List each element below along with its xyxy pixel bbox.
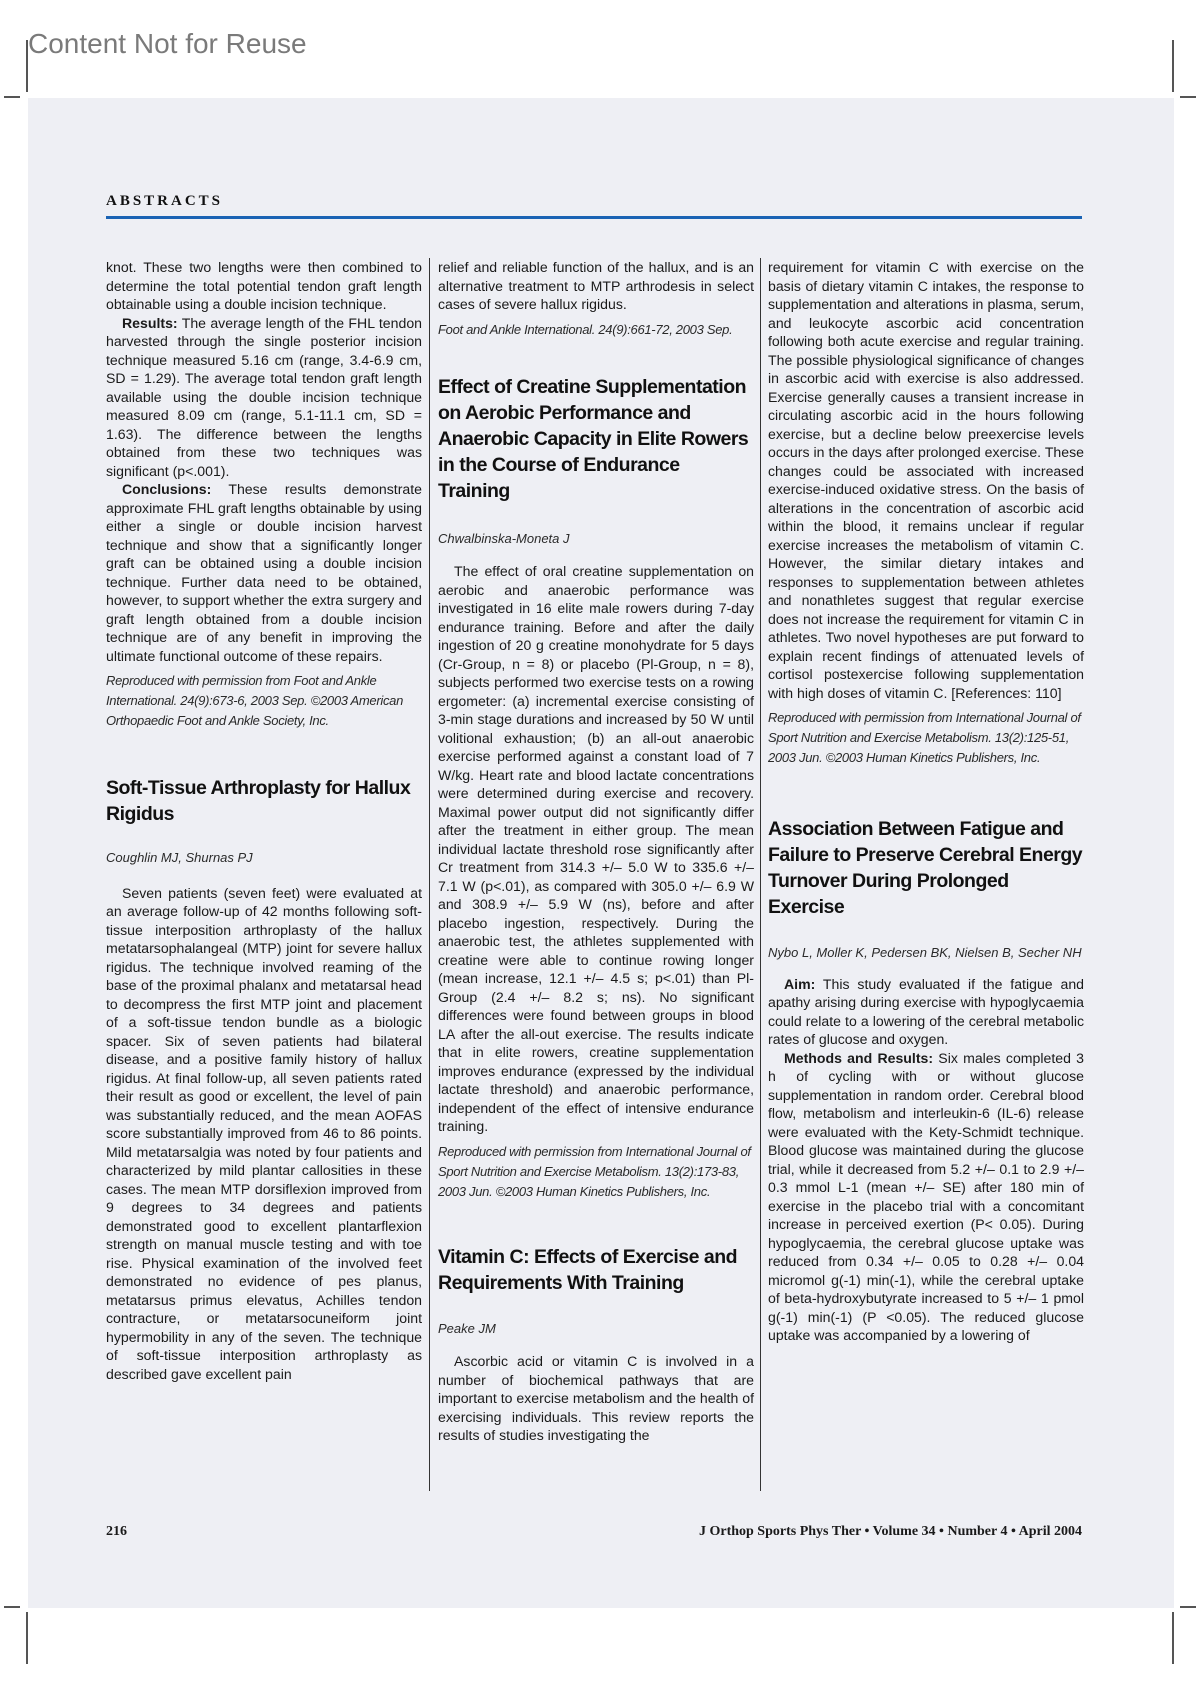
article-authors: Chwalbinska-Moneta J [438, 530, 570, 546]
page-number: 216 [106, 1524, 127, 1539]
aim-paragraph [768, 975, 1084, 1049]
aim-text: This study evaluated if the fatigue and apathy arising during exercise with hypoglycaemia could relate to a lowering of the cerebral metabolic rates of glucose and oxygen. [768, 975, 1084, 1047]
crop-mark [26, 1612, 28, 1664]
abstract-body: Ascorbic acid or vitamin C is involved in a number of biochemical pathways that are important to exercise metabolism and the health of exercising individuals. This review reports the results of studies investigating the [438, 1353, 754, 1443]
paragraph: requirement for vitamin C with exercise on the basis of dietary vitamin C intakes, the response to supplementation and alterations in plasma, serum, and leukocyte ascorbic acid concentration following both acute exercise and regular training. The possible physiological significance of changes in ascorbic acid with exercise is also addressed. Exercise generally causes a transient increase in circulating ascorbic acid in the hours following exercise, but a decline below preexercise levels occurs in the days after prolonged exercise. These changes could be associated with increased exercise-induced oxidative stress. On the basis of alterations in the concentration of ascorbic acid within the blood, it remains unclear if regular exercise increases the metabolism of vitamin C. However, the similar dietary intakes and responses to supplementation between athletes and nonathletes suggest that regular exercise does not increase the requirement for vitamin C in athletes. Two novel hypotheses are put forward to explain recent findings of attenuated levels of cortisol postexercise following supplementation with high doses of vitamin C. [References: 110] [768, 259, 1084, 701]
article-title: Soft-Tissue Arthroplasty for Hallux Rigidus [106, 777, 411, 825]
column-divider [429, 258, 430, 1491]
methods-label: Methods and Results: [784, 1049, 934, 1066]
article-authors: Peake JM [438, 1320, 496, 1336]
header-rule [106, 216, 1082, 219]
crop-mark [1172, 1612, 1174, 1664]
crop-mark [1172, 40, 1174, 92]
results-label: Results: [122, 314, 178, 331]
source-citation: Foot and Ankle International. 24(9):661-72, 2003 Sep. [438, 321, 733, 337]
methods-text: Six males completed 3 h of cycling with or without glucose supplementation in random order. Cerebral blood flow, metabolism and interleukin-6 (IL-6) release were evaluated with the Kety-Schmidt technique. Blood glucose was maintained during the glucose trial, while it decreased from 5.2 +/– 0.1 to 2.9 +/– 0.3 mmol L-1 (mean +/– SE) after 180 min of exercise in the placebo trial with a concomitant increase in perceived exertion (P< 0.05). During hypoglycaemia, the cerebral glucose uptake was reduced from 0.34 +/– 0.05 to 0.28 +/– 0.04 micromol g(-1) min(-1), while the cerebral uptake of beta-hydroxybutyrate increased to 5 +/– 1 pmol g(-1) min(-1) (P <0.05). The reduced glucose uptake was accompanied by a lowering of [768, 1049, 1085, 1343]
conclusions-text: These results demonstrate approximate FHL graft lengths obtainable by using either a single or double incision harvest technique and show that a significantly longer graft can be obtained using a double incision technique. Further data need to be obtained, however, to support whether the extra surgery and graft length obtained from a double incision technique are of any benefit in improving the ultimate functional outcome of these repairs. [106, 481, 422, 664]
column-2 [438, 258, 754, 1445]
section-title: ABSTRACTS [106, 193, 224, 209]
results-paragraph [106, 314, 422, 481]
crop-mark [1180, 96, 1196, 98]
article-authors: Nybo L, Moller K, Pedersen BK, Nielsen B, Secher NH [768, 945, 1082, 960]
article-authors: Coughlin MJ, Shurnas PJ [106, 850, 253, 865]
column-1 [106, 258, 422, 1383]
article-title: Vitamin C: Effects of Exercise and Requirements With Training [438, 1245, 738, 1294]
source-citation: Reproduced with permission from International Journal of Sport Nutrition and Exercise Metabolism. 13(2):125-51, 2003 Jun. ©2003 Human Kinetics Publishers, Inc. [768, 710, 1081, 765]
column-divider [760, 258, 761, 1491]
crop-mark [26, 40, 28, 92]
conclusions-label: Conclusions: [122, 481, 212, 497]
crop-mark [4, 1606, 20, 1608]
crop-mark [1180, 1606, 1196, 1608]
aim-label: Aim: [784, 975, 816, 992]
paragraph: knot. These two lengths were then combined to determine the total potential tendon graft length obtainable using a double incision technique. [106, 259, 422, 312]
abstract-body: The effect of oral creatine supplementation on aerobic and anaerobic performance was investigated in 16 elite male rowers during 7-day endurance training. Before and after the daily ingestion of 20 g creatine monohydrate for 5 days (Cr-Group, n = 8) or placebo (Pl-Group, n = 8), subjects performed two exercise tests on a rowing ergometer: (a) incremental exercise consisting of 3-min stage durations and increased by 50 W until volitional exhaustion; (b) an all-out anaerobic exercise performed against a constant load of 7 W/kg. Heart rate and blood lactate concentrations were determined during exercise and recovery. Maximal power output did not significantly differ after the treatment in either group. The mean individual lactate threshold rose significantly after Cr treatment from 314.3 +/– 5.0 W to 335.6 +/– 7.1 W (p<.01), as compared with 305.0 +/– 6.9 W and 308.9 +/– 5.9 W (ns), before and after placebo ingestion, respectively. During the anaerobic test, the athletes supplemented with creatine were able to continue rowing longer (mean increase, 12.1 +/– 4.5 s; p<.01) than Pl-Group (2.4 +/– 8.2 s; ns). No significant differences were found between groups in blood LA after the all-out exercise. The results indicate that in elite rowers, creatine supplementation improves endurance (expressed by the individual lactate threshold) and anaerobic performance, independent of the effect of intensive endurance training. [438, 563, 754, 1134]
results-text: The average length of the FHL tendon harvested through the single posterior incision technique measured 5.16 cm (range, 3.4-6.9 cm, SD = 1.29). The average total tendon graft length available using the double incision technique measured 8.09 cm (range, 5.1-11.1 cm, SD = 1.63). The difference between the lengths obtained from these two techniques was significant (p<.001). [106, 314, 422, 479]
source-citation: Reproduced with permission from International Journal of Sport Nutrition and Exercise Metabolism. 13(2):173-83, 2003 Jun. ©2003 Human Kinetics Publishers, Inc. [438, 1143, 751, 1199]
watermark: Content Not for Reuse [28, 28, 307, 59]
methods-paragraph [768, 1049, 1084, 1345]
article-title: Effect of Creatine Supplementation on Aerobic Performance and Anaerobic Capacity in Elite Rowers in the Course of Endurance Training [438, 375, 749, 502]
conclusions-paragraph [106, 480, 422, 665]
source-citation: Reproduced with permission from Foot and Ankle International. 24(9):673-6, 2003 Sep. ©2003 American Orthopaedic Foot and Ankle Society, Inc. [106, 673, 404, 728]
crop-mark [4, 96, 20, 98]
journal-citation: J Orthop Sports Phys Ther • Volume 34 • Number 4 • April 2004 [698, 1524, 1082, 1539]
abstract-body: Seven patients (seven feet) were evaluated at an average follow-up of 42 months following soft-tissue interposition arthroplasty of the hallux metatarsophalangeal (MTP) joint for severe hallux rigidus. The technique involved reaming of the base of the proximal phalanx and metatarsal head to decompress the first MTP joint and placement of a soft-tissue tendon bundle as a biologic spacer. Six of seven patients had bilateral disease, and a positive family history of hallux rigidus. At final follow-up, all seven patients rated their result as good or excellent, the level of pain was substantially reduced, and the mean AOFAS score substantially improved from 46 to 86 points. Mild metatarsalgia was noted by four patients and characterized by mild plantar callosities in these cases. The mean MTP dorsiflexion improved from 9 degrees to 34 degrees and patients demonstrated good to excellent plantarflexion strength on manual muscle testing and with toe rise. Physical examination of the involved feet demonstrated no evidence of pes planus, metatarsus primus elevatus, Achilles tendon contracture, or metatarsocuneiform joint hypermobility in any of the seven. The technique of soft-tissue interposition arthroplasty as described gave excellent pain [106, 884, 422, 1382]
paragraph: relief and reliable function of the hallux, and is an alternative treatment to MTP arthrodesis in select cases of severe hallux rigidus. [438, 259, 754, 312]
column-3 [768, 258, 1084, 1345]
article-title: Association Between Fatigue and Failure to Preserve Cerebral Energy Turnover During Prolonged Exercise [768, 818, 1083, 918]
